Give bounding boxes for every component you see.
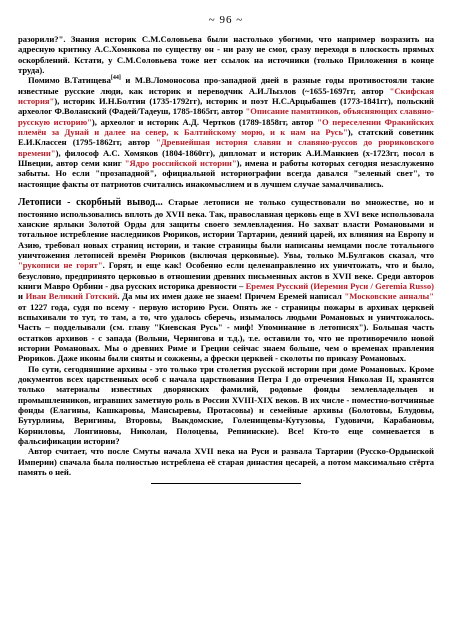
section-lead: Летописи - скорбный вывод... <box>18 197 163 209</box>
text: ), историк И.Н.Болтин (1735-1792гг), историк и поэт Н.С.Арцыбашев (1773-1841гг), польский археолог Ф.Воланский (Фадей/Тадеуш, 1785-1865гг, автор <box>18 96 434 117</box>
text: от 1227 года, судя по всему - первую историю Руси. Опять же - страницы пожары в архивах церквей вспыхивали то тут, то там, а то, что удалось сберечь, изымалось людьми Романовых и уничтожалось. Часть – подделывали (см. главу "Киевская Русь" - миф! Упоминание в летописях"). Большая часть остатков архивов - с запада (Вольни, Чернигова и т.д.), т.е. оставили то, что не противоречило новой истории Романовых. Мы о древних Риме и Греции сейчас знаем больше, чем о временах правления Рюриков. Даже иконы были сняты и сожжены, а фрески церквей - сколоты по приказу Романовых. <box>18 301 434 364</box>
section-divider <box>151 483 301 484</box>
book-title-red: "Московские анналы" <box>344 291 434 302</box>
book-title-red: "Ядро российской истории" <box>124 158 237 169</box>
book-title-red: "Древнейшая история славян и славяно-руссов до рюриковского времени" <box>18 137 435 158</box>
text: ), философ А.С. Хомяков (1804-1860гг), дипломат и историк А.И.Манкиев (х-1723гг, посол в Швеции, автор семи книг <box>18 147 434 169</box>
text: . Да мы их имен даже не знаем! Причем Еремей написал <box>117 291 345 302</box>
text: ), имена и работы которых сегодня незаслуженно забыты. Но если "прозападной", официальной историографии всегда давался "зеленый свет", то настоящие факты от патриотов считались инакомыслием и в лучшем случае замалчивались. <box>18 158 434 189</box>
paragraph-author <box>18 446 434 477</box>
book-title-red: "Описание памятников, объясняющих славяно-русскую историю" <box>18 106 434 127</box>
text: разорили?". Знания историк С.М.Соловьева были настолько убогими, что например возразить на адресную критику А.С.Хомякова по существу он - ни разу не смог, сразу переходя в плоскость прямых оскорблений. Кстати, у С.М.Соловьева тоже нет ссылок на источники (только Приложения в конце труда). <box>18 34 434 76</box>
text: ), статский советник Е.И.Классен (1795-1862гг, автор <box>18 127 434 148</box>
paragraph-chronicles <box>18 197 434 364</box>
text: . Горят, и еще как! Особенно если целенаправленно их уничтожать, что и было, безусловно, предпринято церковью в отношении древних письменных актов в XVII веке. Среди авторов книги Мавро Орбини - два русских историка древности – <box>18 260 434 291</box>
text: и <box>18 291 26 302</box>
paragraph-archives <box>18 364 434 447</box>
paragraph-opponents <box>18 75 434 189</box>
name-red: Иван Великий Готский <box>25 291 118 302</box>
page-number: ~ 96 ~ <box>208 14 244 26</box>
text: По сути, сегодняшние архивы - это только три столетия русской истории при доме Романовых. Кроме документов всех царственных особ с начала царствования Петра I до отречения Николая II, хранятся только материалы известных дворянских фамилий, родовые фонды землевладельцев и промышленников, игравших заметную роль в России XVIII-XIX веков. В их числе - поместно-вотчинные фонды (Елагины, Кашкаровы, Мансыревы, Протасовы) и семейные архивы (Болотовы, Блудовы, Бутурлины, Веригины, Второвы, Выкдомские, Голенищевы-Кутузовы, Гудовичи, Карабановы, Корниловы, Лонгиновы, Николаи, Полоцевы, Репнинские). Все! Кто-то еще сомневается в фальсификации истории? <box>18 363 434 447</box>
quote-red: "рукописи не горят" <box>18 260 103 271</box>
footnote-ref: [44] <box>110 75 121 82</box>
book-title-red: "Скифская история" <box>18 85 434 107</box>
text: Старые летописи не только существовали во множестве, но и постоянно использовались вплоть до XVII века. Так, православная церковь еще в XVI веке использовала ханские ярлыки Золотой Орды для защиты своего землевладения. Но захват власти Романовыми и тотальное истребление наследников Рюриков, истории Тартарии, деяний царей, их влияния на Европу и Азию, требовал новых страниц истории, и такие страницы были написаны немцами после тотального уничтожения летописей времён Рюриков (включая церковные). Увы, только М.Булгаков сказал, что <box>18 197 434 260</box>
book-title-red: "О переселении Фракийских племён за Дунай и далее на север, к Балтийскому морю, и к нам на Русь" <box>18 116 434 138</box>
text: Помимо В.Татищева <box>28 75 111 86</box>
name-red: Еремея Русский (Иеремия Руси / Geremia Russo) <box>245 280 434 291</box>
text: Автор считает, что после Смуты начала XVII века на Руси и развала Тартарии (Русско-Ордынской Империи) спачала была полностью истреблена её старая династия цесарей, а потом максимально стёрта память о ней. <box>18 446 434 478</box>
text: и М.В.Ломоносова про-западной дней в разные годы противостояли такие известные русские люди, как историк и переводчик А.И.Лызлов (~1655-1697гг, автор <box>18 75 434 96</box>
text: ), археолог и историк А.Д. Чертков (1789-1858гг, автор <box>91 116 318 127</box>
paragraph-soloviev <box>18 34 434 75</box>
